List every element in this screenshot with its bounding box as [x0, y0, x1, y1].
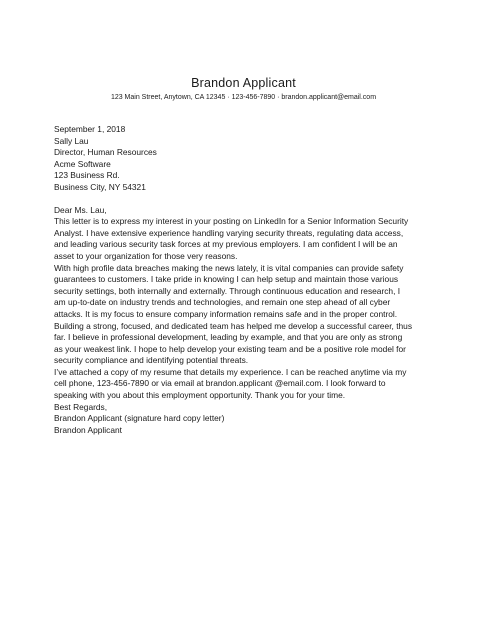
salutation: Dear Ms. Lau,: [54, 204, 107, 215]
letter-body: [54, 124, 444, 436]
body-paragraph-3: Building a strong, focused, and dedicated team has helped me develop a successful career, thus far. I believe in professional development, leading by example, and that you are only as strong as your weakest link. I hope to help develop your existing team and be a positive role model for security compliance and identifying potential threats.: [54, 320, 413, 366]
recipient-name: Sally Lau: [54, 135, 89, 146]
recipient-street: 123 Business Rd.: [54, 170, 120, 181]
recipient-company: Acme Software: [54, 158, 111, 169]
closing: Best Regards,: [54, 401, 108, 412]
body-paragraph-2: With high profile data breaches making the news lately, it is vital companies can provide safety guarantees to customers. I take pride in knowing I can help setup and maintain those various security settings, both internally and externally. Through continuous education and research, I am up-to-date on industry trends and technologies, and remain one step ahead of all cyber attacks. It is my focus to ensure company information remains safe and in the proper control.: [54, 262, 404, 319]
recipient-address: [54, 136, 444, 194]
body-paragraph-4: I’ve attached a copy of my resume that details my experience. I can be reached anytime via my cell phone, 123-456-7890 or via email at brandon.applicant @email.com. I look forward to speaking with you about this employment opportunity. Thank you for your time.: [54, 366, 407, 401]
sender-name: Brandon Applicant: [191, 76, 296, 90]
letter-date: September 1, 2018: [54, 124, 126, 134]
typed-name: Brandon Applicant: [54, 424, 122, 435]
signature-note: Brandon Applicant (signature hard copy letter): [54, 413, 225, 424]
recipient-city: Business City, NY 54321: [54, 181, 146, 192]
recipient-title: Director, Human Resources: [54, 147, 157, 158]
body-paragraph-1: This letter is to express my interest in your posting on LinkedIn for a Senior Information Security Analyst. I have extensive experience handling varying security threats, regulating data access, and leading various security task forces at my previous employers. I am confident I will be an asset to your organization for those very reasons.: [54, 216, 409, 261]
letterhead: [0, 76, 487, 103]
sender-contact-line: 123 Main Street, Anytown, CA 12345 · 123-456-7890 · brandon.applicant@email.com: [110, 94, 377, 101]
